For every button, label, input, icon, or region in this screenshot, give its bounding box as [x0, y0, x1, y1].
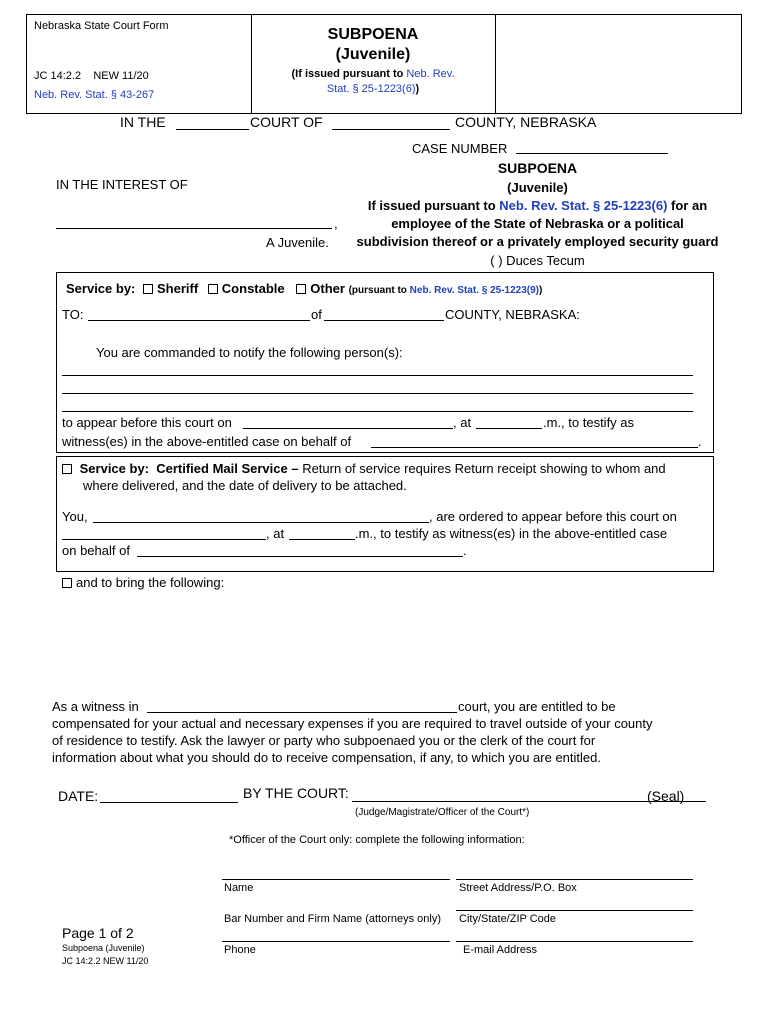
persons-line-2[interactable]	[62, 393, 693, 394]
sheriff-label: Sheriff	[157, 281, 199, 296]
caption-issued-line2: employee of the State of Nebraska or a political	[391, 216, 684, 231]
caption-subpoena-title: SUBPOENA	[497, 160, 578, 176]
juvenile-comma: ,	[334, 216, 338, 231]
caption-court-of: COURT OF	[250, 114, 323, 130]
pursuant-statute-link[interactable]: Neb. Rev. Stat. § 25-1223(9)	[409, 285, 539, 296]
appear-time-blank[interactable]	[476, 428, 542, 429]
mail-behalf-period: .	[463, 543, 467, 558]
seal-label: (Seal)	[647, 788, 685, 804]
certified-service-by-label: Service by:	[79, 461, 149, 476]
commanded-text: You are commanded to notify the following person(s):	[96, 345, 403, 360]
case-number-blank[interactable]	[516, 153, 668, 154]
date-blank[interactable]	[100, 802, 238, 803]
persons-line-3[interactable]	[62, 411, 693, 412]
to-name-blank[interactable]	[88, 320, 310, 321]
page-number: Page 1 of 2	[62, 925, 134, 941]
mail-time-blank[interactable]	[289, 539, 355, 540]
juvenile-name-blank[interactable]	[56, 228, 332, 229]
witness-behalf-prefix: witness(es) in the above-entitled case on behalf of	[62, 434, 352, 449]
bring-label: and to bring the following:	[76, 575, 225, 590]
mail-behalf-blank[interactable]	[137, 556, 463, 557]
constable-label: Constable	[221, 281, 285, 296]
a-juvenile-label: A Juvenile.	[266, 235, 329, 250]
issued-link-part1[interactable]: Neb. Rev.	[406, 68, 455, 80]
as-witness-label: As a witness in	[52, 699, 139, 714]
court-type-blank[interactable]	[176, 129, 249, 130]
phone-caption: Phone	[224, 944, 256, 956]
pursuant-note	[349, 285, 543, 296]
bring-row	[62, 575, 224, 590]
officer-note: *Officer of the Court only: complete the following information:	[229, 834, 525, 846]
to-label: TO:	[62, 307, 84, 322]
witness-behalf-blank[interactable]	[371, 447, 698, 448]
email-line[interactable]	[456, 941, 693, 942]
case-number-label: CASE NUMBER	[412, 141, 508, 156]
form-code-new: NEW 11/20	[93, 70, 149, 82]
caption-subpoena-subtitle: (Juvenile)	[507, 180, 568, 195]
date-label: DATE:	[58, 788, 99, 804]
email-caption: E-mail Address	[463, 944, 537, 956]
duces-tecum-option[interactable]: ( ) Duces Tecum	[490, 253, 585, 268]
you-name-blank[interactable]	[93, 522, 429, 523]
judge-caption: (Judge/Magistrate/Officer of the Court*)	[355, 807, 530, 818]
service-by-row	[66, 281, 542, 296]
certified-mail-checkbox[interactable]	[62, 464, 72, 474]
header-subtitle: (Juvenile)	[335, 46, 411, 63]
mail-behalf-label: on behalf of	[62, 543, 130, 558]
city-caption: City/State/ZIP Code	[459, 913, 557, 925]
witness-court-blank[interactable]	[147, 712, 457, 713]
certified-return-text: Return of service requires Return receipt showing to whom and	[298, 461, 666, 476]
bar-number-caption: Bar Number and Firm Name (attorneys only)	[224, 913, 442, 925]
witness-line2: compensated for your actual and necessary expenses if you are required to travel outside of your county	[52, 716, 653, 731]
mail-at-label: , at	[266, 526, 285, 541]
caption-in-the: IN THE	[120, 114, 166, 130]
certified-mail-label: Certified Mail Service –	[156, 461, 299, 476]
bring-checkbox[interactable]	[62, 578, 72, 588]
appear-at-label: , at	[453, 415, 472, 430]
caption-issued-line3: subdivision thereof or a privately employed security guard	[356, 234, 719, 249]
mail-date-blank[interactable]	[62, 539, 266, 540]
state-form-label: Nebraska State Court Form	[34, 20, 169, 32]
of-label: of	[311, 307, 322, 322]
witness-line3: of residence to testify. Ask the lawyer or party who subpoenaed you or the clerk of the court for	[52, 733, 596, 748]
county-name-blank[interactable]	[332, 129, 450, 130]
pursuant-prefix: (pursuant to	[348, 285, 410, 296]
caption-statute-link[interactable]: Neb. Rev. Stat. § 25-1223(6)	[499, 198, 668, 213]
witness-line4: information about what you should do to receive compensation, if any, to which you are entitled.	[52, 750, 601, 765]
certified-line2: where delivered, and the date of delivery to be attached.	[83, 478, 407, 493]
constable-checkbox[interactable]	[208, 284, 218, 294]
you-label: You,	[62, 509, 88, 524]
caption-issued-suffix: for an	[667, 198, 708, 213]
to-county-blank[interactable]	[324, 320, 444, 321]
sheriff-checkbox[interactable]	[143, 284, 153, 294]
ordered-text: , are ordered to appear before this court on	[429, 509, 677, 524]
issued-suffix: )	[415, 83, 420, 95]
caption-county-nebraska: COUNTY, NEBRASKA	[455, 114, 597, 130]
by-court-label: BY THE COURT:	[243, 785, 349, 801]
street-line[interactable]	[456, 879, 693, 880]
issued-link-part2[interactable]: Stat. § 25-1223(6)	[326, 83, 416, 95]
to-county-label: COUNTY, NEBRASKA:	[445, 307, 580, 322]
header-divider-right	[495, 15, 496, 113]
phone-line[interactable]	[222, 941, 450, 942]
form-code-number: JC 14:2.2	[34, 70, 82, 82]
caption-issued-line1	[340, 198, 735, 213]
header-issued-line2	[252, 83, 494, 95]
name-caption: Name	[224, 882, 254, 894]
pursuant-suffix: )	[539, 285, 543, 296]
appear-suffix: .m., to testify as	[543, 415, 635, 430]
header-title: SUBPOENA	[327, 26, 419, 43]
caption-issued-prefix: If issued pursuant to	[367, 198, 500, 213]
footer-form-name: Subpoena (Juvenile)	[62, 943, 145, 953]
appear-prefix: to appear before this court on	[62, 415, 232, 430]
statute-ref-link[interactable]: Neb. Rev. Stat. § 43-267	[34, 89, 155, 101]
footer-form-code: JC 14:2.2 NEW 11/20	[62, 956, 149, 966]
certified-service-row	[62, 461, 666, 476]
other-checkbox[interactable]	[296, 284, 306, 294]
issued-prefix: (If issued pursuant to	[291, 68, 407, 80]
other-label: Other	[310, 281, 345, 296]
street-caption: Street Address/P.O. Box	[459, 882, 577, 894]
in-interest-of-label: IN THE INTEREST OF	[56, 177, 188, 192]
witness-behalf-period: .	[698, 434, 702, 449]
name-line[interactable]	[222, 879, 450, 880]
persons-line-1[interactable]	[62, 375, 693, 376]
service-by-label: Service by:	[66, 281, 136, 296]
form-code	[34, 70, 149, 82]
mail-testify-text: .m., to testify as witness(es) in the above-entitled case	[355, 526, 668, 541]
appear-date-blank[interactable]	[243, 428, 453, 429]
header-issued-line1	[252, 68, 494, 80]
city-line[interactable]	[456, 910, 693, 911]
court-entitled-text: court, you are entitled to be	[458, 699, 616, 714]
